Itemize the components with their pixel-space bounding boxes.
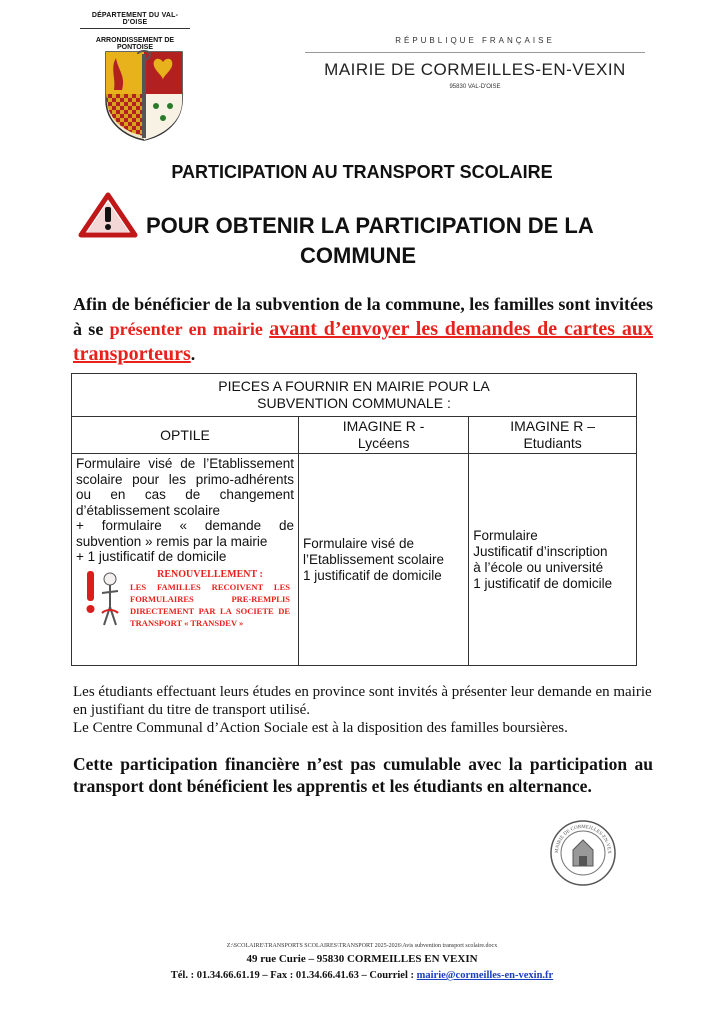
footer-contact: Tél. : 01.34.66.61.19 – Fax : 01.34.66.41.63 – Courriel : mairie@cormeilles-en-vexin.fr: [170, 970, 554, 981]
page-title: PARTICIPATION AU TRANSPORT SCOLAIRE: [171, 162, 553, 182]
optile-requirements-3: + 1 justificatif de domicile: [76, 549, 227, 564]
republique-francaise-label: RÉPUBLIQUE FRANÇAISE: [395, 36, 555, 45]
table-header: PIECES A FOURNIR EN MAIRIE POUR LA SUBVENTION COMMUNALE :: [72, 374, 637, 417]
arrondissement-label: ARRONDISSEMENT DE PONTOISE: [95, 37, 175, 51]
optile-requirements: Formulaire visé de l’Etablissement scolaire pour les primo-adhérents ou en cas de changement d’établissement scolaire: [76, 456, 294, 518]
renouvellement-text: LES FAMILLES RECOIVENT LES FORMULAIRES PRE-REMPLIS DIRECTEMENT PAR LA SOCIETE DE TRANSPORT « TRANSDEV »: [130, 581, 290, 628]
footer-address: 49 rue Curie – 95830 CORMEILLES EN VEXIN: [246, 953, 478, 965]
header-divider: [80, 28, 190, 29]
subtitle-line2: COMMUNE: [300, 243, 417, 268]
subtitle-line1: POUR OBTENIR LA PARTICIPATION DE LA: [146, 213, 594, 238]
column-header-imagine-r-etudiants: IMAGINE R – Etudiants: [469, 417, 637, 454]
emphasis-present-en-mairie: présenter en mairie: [109, 319, 263, 339]
notes-block: [73, 683, 653, 737]
note-ccas: Le Centre Communal d’Action Sociale est à la disposition des familles boursières.: [73, 720, 568, 736]
warning-icon: [78, 192, 138, 238]
cell-imagine-r-etudiants: Formulaire Justificatif d’inscription à l’école ou université 1 justificatif de domicile: [469, 454, 637, 666]
renouvellement-notice: [130, 569, 290, 629]
file-path: Z:\SCOLAIRE\TRANSPORTS SCOLAIRES\TRANSPORT 2025-2026\Avis subvention transport scolaire.docx: [226, 943, 498, 949]
renouvellement-title: RENOUVELLEMENT :: [157, 568, 263, 580]
coat-of-arms-logo: [104, 50, 184, 142]
postal-code-label: 95830 VAL-D'OISE: [449, 84, 501, 90]
optile-requirements-2: + formulaire « demande de subvention » remis par la mairie: [76, 518, 294, 549]
mairie-stamp-logo: [548, 818, 618, 888]
cell-optile: [72, 454, 299, 666]
documents-table: [71, 373, 637, 666]
column-header-imagine-r-lycees: IMAGINE R - Lycéens: [299, 417, 469, 454]
note-students-province: Les étudiants effectuant leurs études en province sont invités à présenter leur demande en mairie en justifiant du titre de transport utilisé.: [73, 684, 652, 718]
intro-paragraph: Afin de bénéficier de la subvention de la commune, les familles sont invitées à se présenter en mairie avant d’envoyer les demandes de cartes aux transporteurs.: [73, 294, 653, 365]
mairie-name: MAIRIE DE CORMEILLES-EN-VEXIN: [324, 60, 626, 79]
cell-imagine-r-lycees: Formulaire visé de l’Etablissement scolaire 1 justificatif de domicile: [299, 454, 469, 666]
emphasis-avant-envoyer: avant d’envoyer les demandes de cartes aux transporteurs: [73, 318, 653, 365]
column-header-optile: OPTILE: [72, 417, 299, 454]
departement-label: DÉPARTEMENT DU VAL-D'OISE: [91, 12, 179, 26]
non-cumulative-notice: Cette participation financière n’est pas cumulable avec la participation au transport dont bénéficient les apprentis et les étudiants en alternance.: [73, 754, 653, 796]
exclamation-figure-icon: [84, 569, 124, 629]
header-right-divider: [305, 52, 645, 53]
stamp-text: MAIRIE DE CORMEILLES-EN-VEX: [554, 824, 612, 854]
email-link[interactable]: mairie@cormeilles-en-vexin.fr: [416, 970, 554, 981]
